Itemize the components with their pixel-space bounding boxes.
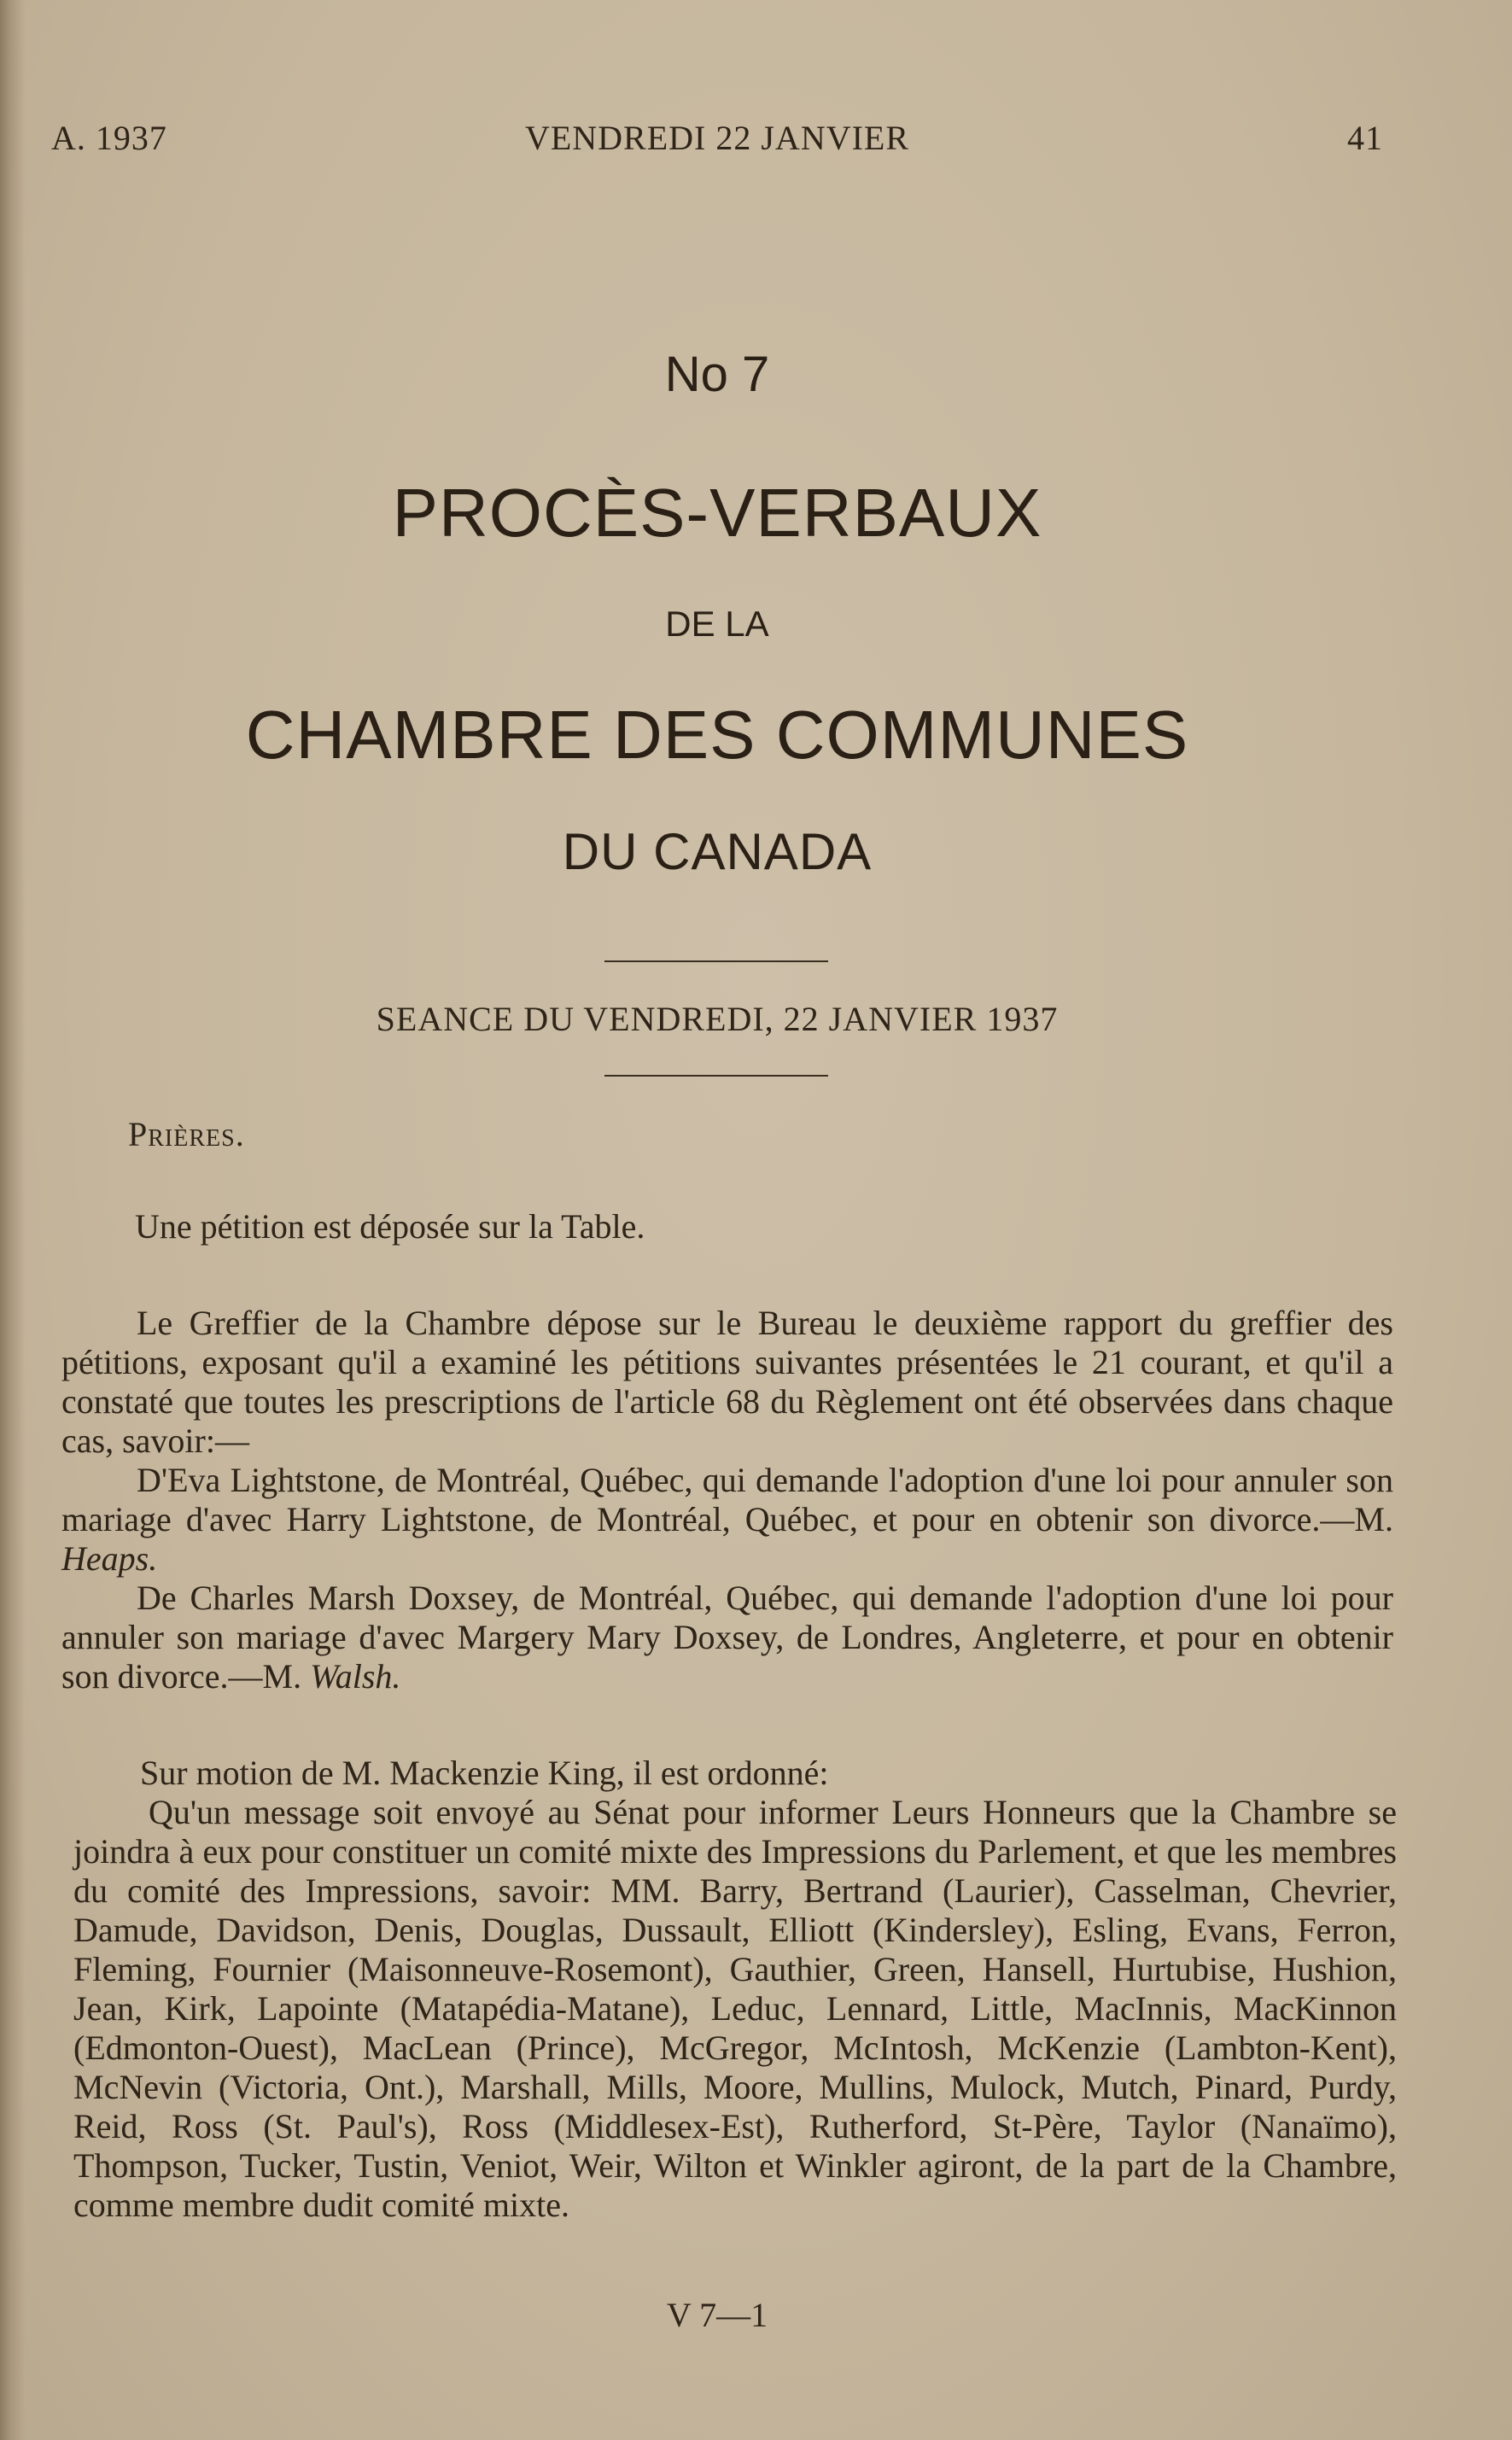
session-heading: SEANCE DU VENDREDI, 22 JANVIER 1937	[376, 1000, 1059, 1038]
petition-item-2-member: Walsh.	[310, 1657, 401, 1696]
title-chambre-des-communes: CHAMBRE DES COMMUNES	[245, 697, 1189, 773]
issue-number: No 7	[664, 347, 770, 402]
clerk-report-intro: Le Greffier de la Chambre dépose sur le Bureau le deuxième rapport du greffier des pétitions, exposant qu'il a examiné les pétitions suivantes présentées le 21 courant, et qu'il a constaté que toutes les prescriptions de l'article 68 du Règlement ont été observées dans chaque cas, savoir:—	[61, 1304, 1393, 1460]
clerk-report-section	[61, 1304, 1393, 1696]
signature-mark: V 7—1	[666, 2296, 768, 2334]
motion-intro: Sur motion de M. Mackenzie King, il est ordonné:	[140, 1754, 829, 1792]
title-de-la: DE LA	[665, 604, 769, 644]
petition-item-1-member: Heaps.	[61, 1539, 158, 1578]
divider-bottom	[604, 1075, 828, 1077]
motion-section	[73, 1754, 1397, 2225]
header-session: A. 1937	[51, 119, 167, 157]
petition-item-2-text: De Charles Marsh Doxsey, de Montréal, Québec, qui demande l'adoption d'une loi pour annuler son mariage d'avec Margery Mary Doxsey, de Londres, Angleterre, et pour en obtenir son divorce.—M.	[61, 1579, 1393, 1696]
page-number: 41	[1347, 119, 1383, 157]
running-header	[51, 118, 1383, 161]
header-date: VENDREDI 22 JANVIER	[524, 119, 910, 157]
divider-top	[604, 960, 828, 962]
petition-item-2	[61, 1579, 1393, 1696]
title-proces-verbaux: PROCÈS-VERBAUX	[392, 475, 1042, 551]
motion-body: Qu'un message soit envoyé au Sénat pour informer Leurs Honneurs que la Chambre se joindra à eux pour constituer un comité mixte des Impressions du Parlement, et que les membres du comité des Impressions, savoir: MM. Barry, Bertrand (Laurier), Casselman, Chevrier, Damude, Davidson, Denis, Douglas, Dussault, Elliott (Kindersley), Esling, Evans, Ferron, Fleming, Fournier (Maisonneuve-Rosemont), Gauthier, Green, Hansell, Hurtubise, Hushion, Jean, Kirk, Lapointe (Matapédia-Matane), Leduc, Lennard, Little, MacInnis, MacKinnon (Edmonton-Ouest), MacLean (Prince), McGregor, McIntosh, McKenzie (Lambton-Kent), McNevin (Victoria, Ont.), Marshall, Mills, Moore, Mullins, Mulock, Mutch, Pinard, Purdy, Reid, Ross (St. Paul's), Ross (Middlesex-Est), Rutherford, St-Père, Taylor (Nanaïmo), Thompson, Tucker, Tustin, Veniot, Weir, Wilton et Winkler agiront, de la part de la Chambre, comme membre dudit comité mixte.	[73, 1793, 1397, 2224]
petition-item-1-text: D'Eva Lightstone, de Montréal, Québec, qui demande l'adoption d'une loi pour annuler son mariage d'avec Harry Lightstone, de Montréal, Québec, et pour en obtenir son divorce.—M.	[61, 1461, 1393, 1538]
petition-item-1	[61, 1461, 1393, 1579]
petition-statement: Une pétition est déposée sur la Table.	[135, 1207, 645, 1246]
title-du-canada: DU CANADA	[562, 823, 873, 880]
prayers-heading: Prières.	[128, 1115, 245, 1153]
page-binding-edge	[0, 0, 26, 2440]
